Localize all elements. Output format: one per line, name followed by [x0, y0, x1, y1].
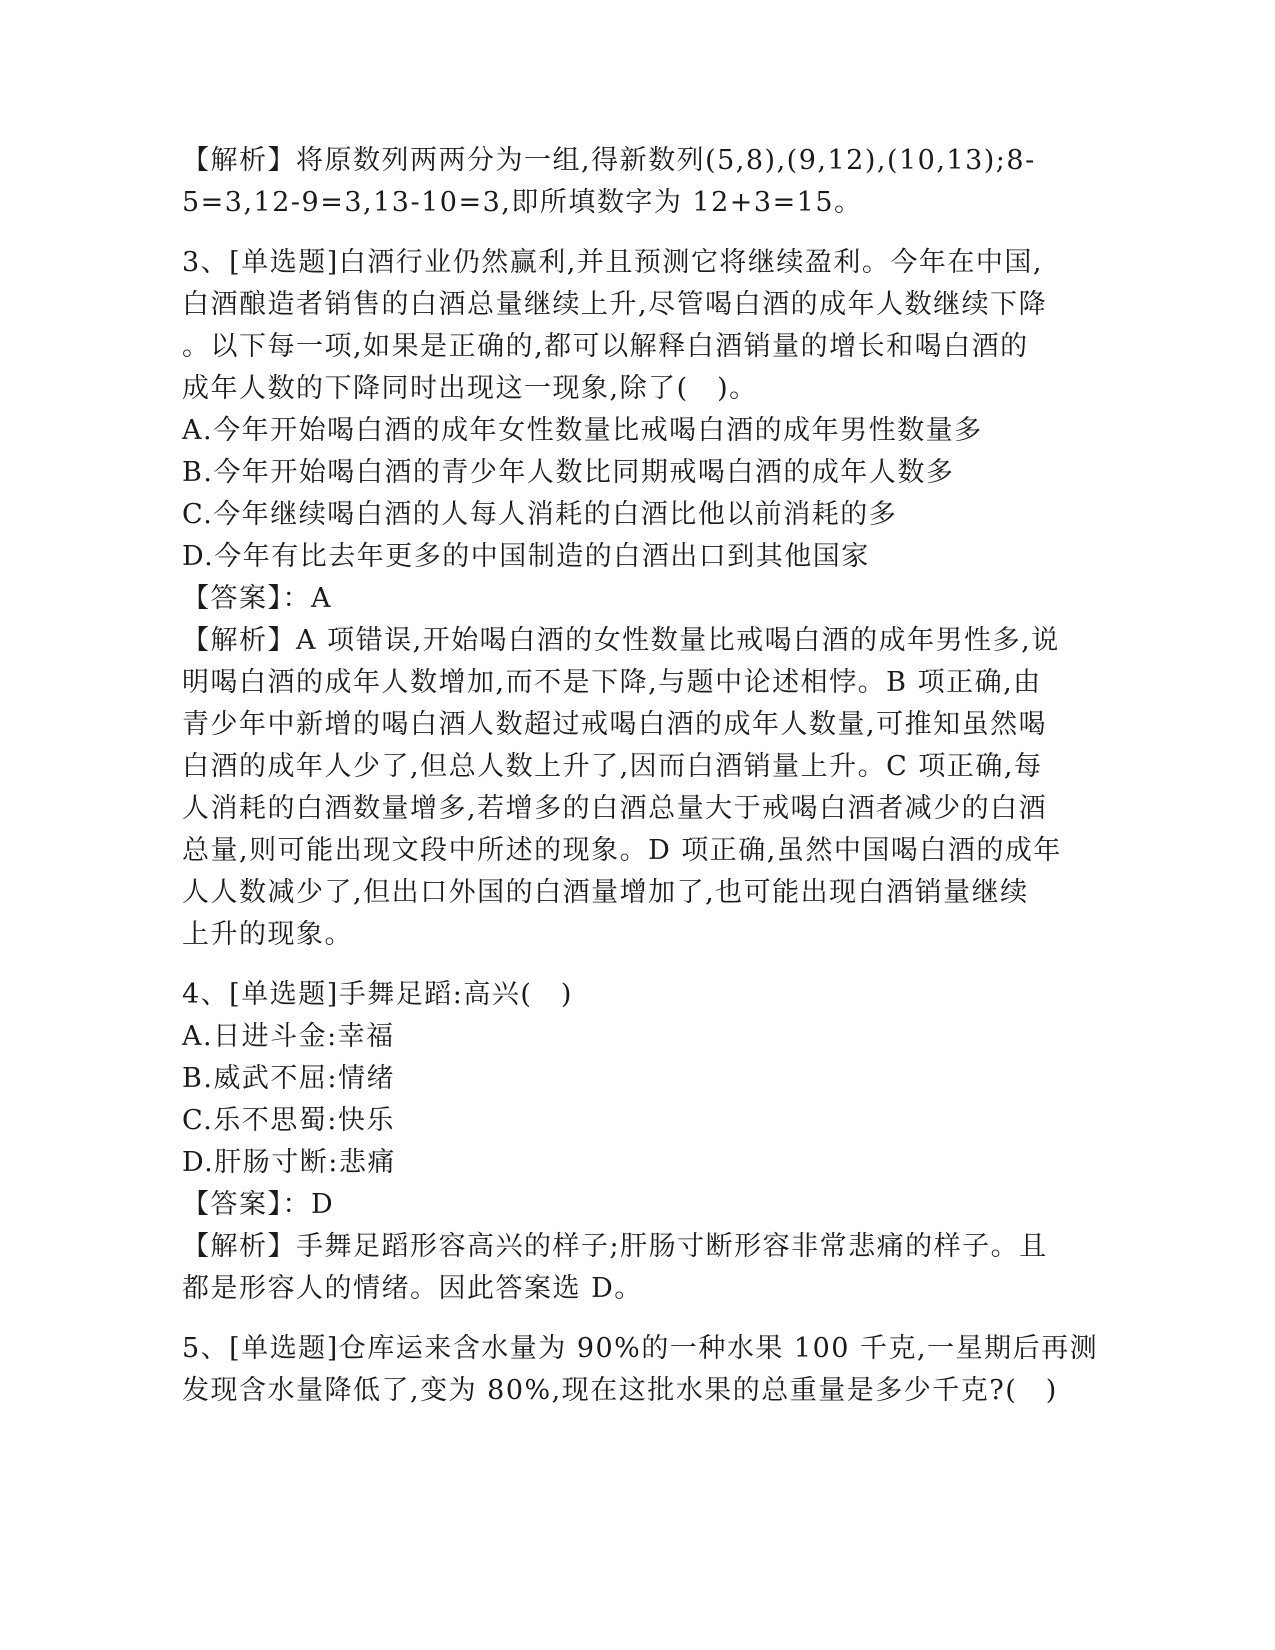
q3-analysis-line: 青少年中新增的喝白酒人数超过戒喝白酒的成年人数量,可推知虽然喝 [182, 709, 1048, 740]
q4-answer: 【答案】：D [182, 1189, 335, 1220]
document-content [182, 140, 1099, 1412]
question-4 [182, 974, 1082, 1310]
q3-analysis-line: 人人数减少了,但出口外国的白酒量增加了,也可能出现白酒销量继续 [182, 877, 1029, 908]
q3-option-d: D.今年有比去年更多的中国制造的白酒出口到其他国家 [182, 541, 870, 572]
q4-analysis-line: 【解析】手舞足蹈形容高兴的样子;肝肠寸断形容非常悲痛的样子。且 [182, 1231, 1048, 1262]
q3-stem-line: 成年人数的下降同时出现这一现象,除了( )。 [182, 373, 758, 404]
q4-analysis-line: 都是形容人的情绪。因此答案选 D。 [182, 1273, 643, 1304]
q2-analysis [182, 140, 1082, 224]
question-5 [182, 1328, 1099, 1412]
q4-option-a: A.日进斗金:幸福 [182, 1021, 395, 1052]
q3-analysis-line: 人消耗的白酒数量增多,若增多的白酒总量大于戒喝白酒者减少的白酒 [182, 793, 1048, 824]
q3-option-a: A.今年开始喝白酒的成年女性数量比戒喝白酒的成年男性数量多 [182, 415, 983, 446]
q3-analysis-line: 总量,则可能出现文段中所述的现象。D 项正确,虽然中国喝白酒的成年 [182, 835, 1062, 866]
q5-stem-line: 5、[单选题]仓库运来含水量为 90%的一种水果 100 千克,一星期后再测 [182, 1333, 1099, 1364]
q3-option-c: C.今年继续喝白酒的人每人消耗的白酒比他以前消耗的多 [182, 499, 898, 530]
q3-stem-line: 3、[单选题]白酒行业仍然赢利,并且预测它将继续盈利。今年在中国, [182, 247, 1043, 278]
q4-option-c: C.乐不思蜀:快乐 [182, 1105, 395, 1136]
q3-analysis-line: 白酒的成年人少了,但总人数上升了,因而白酒销量上升。C 项正确,每 [182, 751, 1043, 782]
q3-analysis-line: 【解析】A 项错误,开始喝白酒的女性数量比戒喝白酒的成年男性多,说 [182, 625, 1060, 656]
q4-stem: 4、[单选题]手舞足蹈:高兴( ) [182, 979, 573, 1010]
q3-stem-line: 。以下每一项,如果是正确的,都可以解释白酒销量的增长和喝白酒的 [182, 331, 1029, 362]
q3-analysis-line: 上升的现象。 [182, 919, 353, 950]
q4-option-d: D.肝肠寸断:悲痛 [182, 1147, 396, 1178]
q4-option-b: B.威武不屈:情绪 [182, 1063, 396, 1094]
q2-analysis-line: 【解析】将原数列两两分为一组,得新数列(5,8),(9,12),(10,13);8- [182, 145, 1036, 176]
q3-analysis-line: 明喝白酒的成年人数增加,而不是下降,与题中论述相悖。B 项正确,由 [182, 667, 1042, 698]
q5-stem-line: 发现含水量降低了,变为 80%,现在这批水果的总重量是多少千克?( ) [182, 1375, 1058, 1406]
question-3 [182, 242, 1082, 956]
q2-analysis-line: 5=3,12-9=3,13-10=3,即所填数字为 12+3=15。 [182, 187, 863, 218]
q3-stem-line: 白酒酿造者销售的白酒总量继续上升,尽管喝白酒的成年人数继续下降 [182, 289, 1048, 320]
q3-option-b: B.今年开始喝白酒的青少年人数比同期戒喝白酒的成年人数多 [182, 457, 955, 488]
q3-answer: 【答案】：A [182, 583, 332, 614]
